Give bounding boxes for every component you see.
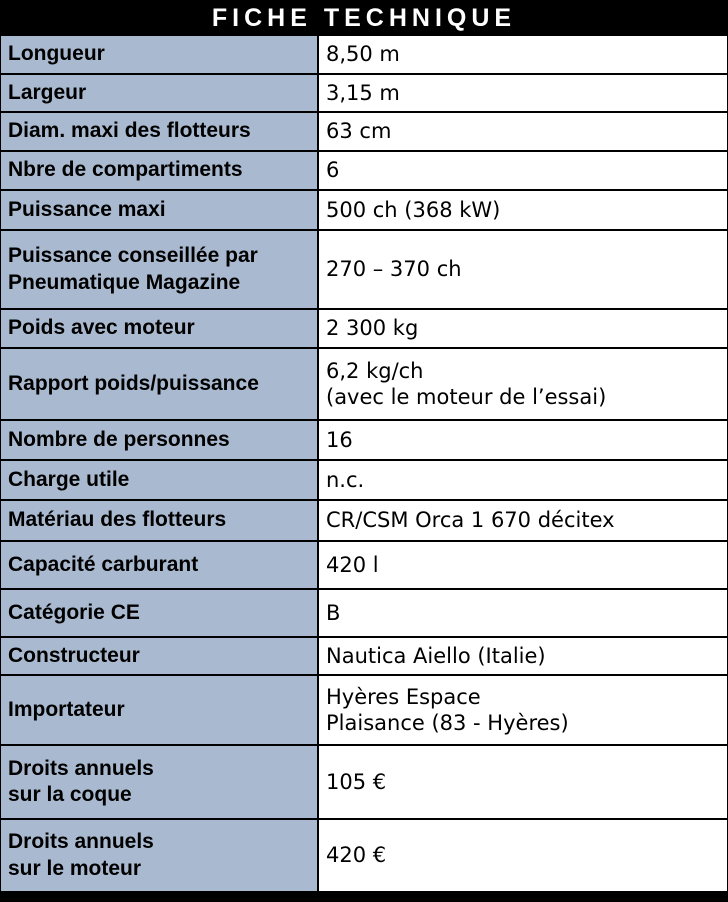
spec-value-cell: [318, 675, 727, 745]
spec-value-cell: [318, 745, 727, 819]
spec-row: [1, 637, 727, 675]
spec-value: 105 €: [326, 769, 387, 794]
spec-label: Catégorie CE: [8, 600, 140, 624]
spec-value-cell: [318, 190, 727, 230]
spec-value: 2 300 kg: [326, 316, 419, 341]
spec-label: Charge utile: [8, 467, 130, 491]
spec-label: Puissance maxi: [8, 197, 166, 221]
spec-label-cell: [1, 819, 318, 892]
spec-label: Nbre de compartiments: [8, 158, 243, 182]
spec-value-cell: [318, 500, 727, 541]
spec-value-cell: [318, 348, 727, 420]
spec-label-cell: [1, 637, 318, 675]
spec-label-cell: [1, 589, 318, 637]
spec-row: [1, 745, 727, 819]
spec-label: Matériau des flotteurs: [8, 508, 227, 532]
spec-value: 500 ch (368 kW): [326, 197, 501, 222]
spec-row: [1, 541, 727, 589]
spec-value: B: [326, 600, 341, 625]
spec-label-cell: [1, 190, 318, 230]
spec-label-cell: [1, 420, 318, 460]
spec-value: 6: [326, 158, 340, 183]
spec-label: Diam. maxi des flotteurs: [8, 119, 251, 143]
spec-value: CR/CSM Orca 1 670 décitex: [326, 508, 615, 533]
spec-row: [1, 348, 727, 420]
spec-value-cell: [318, 230, 727, 309]
spec-row: [1, 675, 727, 745]
spec-label: Constructeur: [8, 643, 140, 667]
spec-value: 270 – 370 ch: [326, 257, 462, 282]
spec-label-cell: [1, 348, 318, 420]
spec-row: [1, 460, 727, 500]
spec-label-cell: [1, 36, 318, 74]
spec-row: [1, 589, 727, 637]
spec-label: Importateur: [8, 697, 125, 721]
spec-row: [1, 230, 727, 309]
spec-row: [1, 420, 727, 460]
spec-row: [1, 36, 727, 74]
spec-row: [1, 151, 727, 190]
spec-label: Capacité carburant: [8, 552, 199, 576]
spec-value-cell: [318, 36, 727, 74]
spec-value: Hyères Espace Plaisance (83 - Hyères): [326, 684, 569, 735]
spec-label-cell: [1, 230, 318, 309]
spec-label-cell: [1, 675, 318, 745]
spec-row: [1, 190, 727, 230]
spec-value-cell: [318, 460, 727, 500]
spec-label-cell: [1, 500, 318, 541]
spec-value-cell: [318, 309, 727, 348]
spec-value: Nautica Aiello (Italie): [326, 643, 546, 668]
spec-value-cell: [318, 541, 727, 589]
spec-label: Largeur: [8, 80, 87, 104]
spec-label: Poids avec moteur: [8, 316, 195, 340]
spec-label: Droits annuels sur la coque: [8, 756, 154, 806]
spec-value: 6,2 kg/ch (avec le moteur de l’essai): [326, 358, 607, 409]
sheet-title: FICHE TECHNIQUE: [1, 1, 727, 36]
spec-value-cell: [318, 420, 727, 460]
spec-value-cell: [318, 637, 727, 675]
spec-value: 16: [326, 427, 353, 452]
spec-label: Rapport poids/puissance: [8, 371, 259, 395]
spec-row: [1, 112, 727, 151]
spec-value-cell: [318, 112, 727, 151]
spec-label-cell: [1, 460, 318, 500]
spec-label-cell: [1, 112, 318, 151]
spec-label-cell: [1, 745, 318, 819]
spec-label-cell: [1, 74, 318, 112]
spec-label: Longueur: [8, 42, 105, 66]
spec-table: [1, 36, 727, 893]
spec-value-cell: [318, 589, 727, 637]
spec-value: 63 cm: [326, 119, 392, 144]
spec-row: [1, 819, 727, 892]
spec-label: Nombre de personnes: [8, 427, 230, 451]
spec-value-cell: [318, 819, 727, 892]
spec-row: [1, 500, 727, 541]
spec-label-cell: [1, 151, 318, 190]
spec-value-cell: [318, 151, 727, 190]
spec-value: 420 l: [326, 552, 379, 577]
spec-row: [1, 309, 727, 348]
spec-value: 3,15 m: [326, 80, 400, 105]
spec-value: 8,50 m: [326, 42, 400, 67]
spec-label: Droits annuels sur le moteur: [8, 830, 154, 880]
spec-label-cell: [1, 309, 318, 348]
spec-label: Puissance conseillée par Pneumatique Magazine: [8, 244, 258, 294]
spec-row: [1, 74, 727, 112]
spec-value-cell: [318, 74, 727, 112]
spec-value: 420 €: [326, 843, 387, 868]
spec-value: n.c.: [326, 467, 365, 492]
spec-label-cell: [1, 541, 318, 589]
